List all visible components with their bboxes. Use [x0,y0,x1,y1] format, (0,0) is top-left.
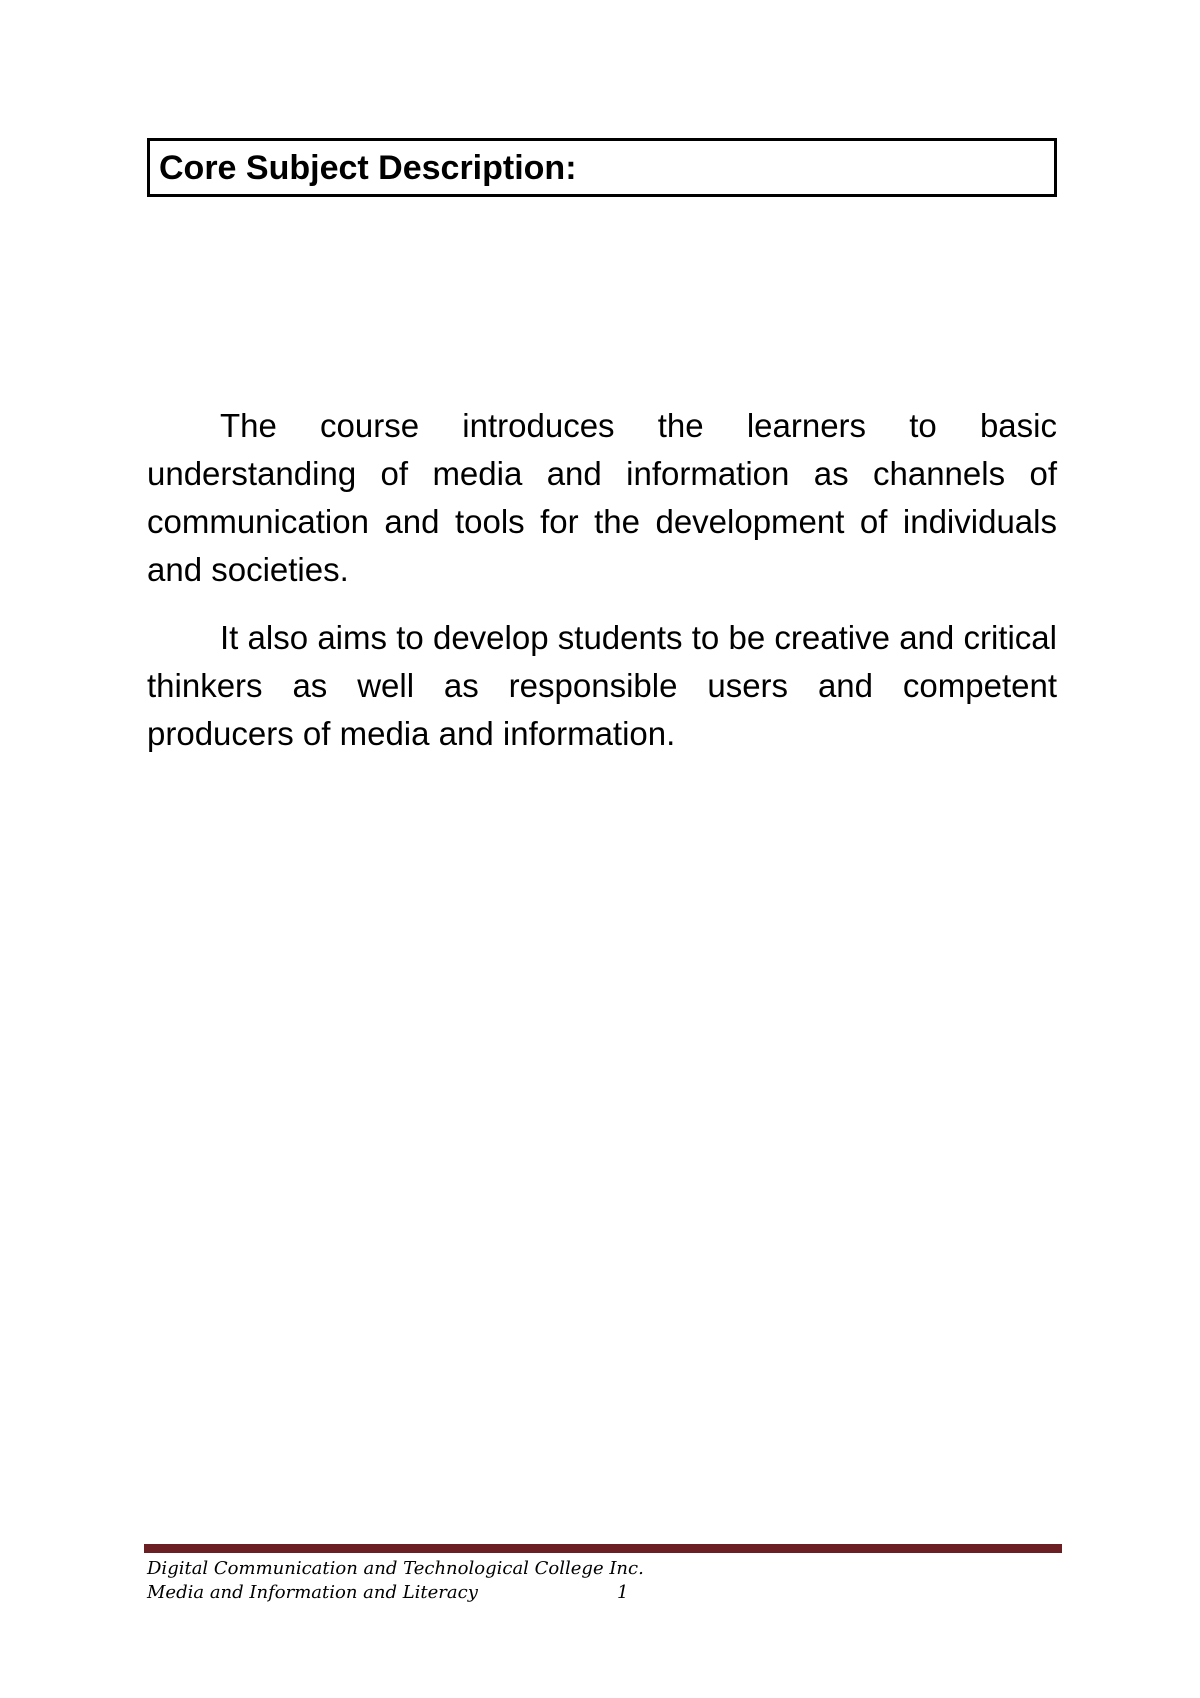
description-paragraph-1: The course introduces the learners to basic understanding of media and information as channels of communication and tools for the development of individuals and societies. [147,407,1057,588]
page-title: Core Subject Description: [159,148,577,187]
footer-institution: Digital Communication and Technological College Inc. [147,1558,644,1579]
description-body [147,402,1057,758]
footer-divider [144,1544,1062,1553]
subject-title-box [147,138,1057,197]
footer-course: Media and Information and Literacy [147,1582,478,1603]
page-number: 1 [617,1582,629,1603]
description-paragraph-2: It also aims to develop students to be creative and critical thinkers as well as responsible users and competent producers of media and information. [147,619,1057,752]
